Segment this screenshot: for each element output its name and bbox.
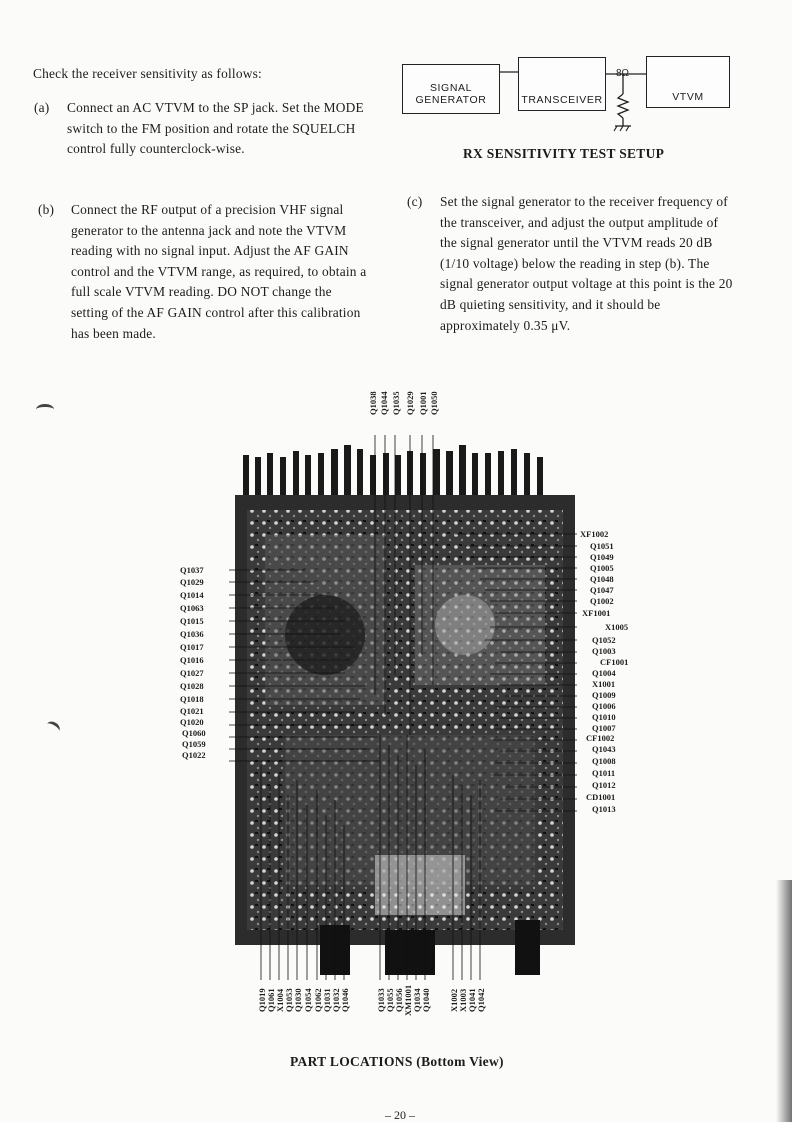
part-label-bottom: Q1055 bbox=[385, 988, 395, 1012]
part-label-top: Q1001 bbox=[418, 391, 428, 415]
part-label-right: Q1008 bbox=[592, 756, 616, 766]
part-label-right: X1001 bbox=[592, 679, 616, 689]
part-label-bottom: Q1062 bbox=[313, 988, 323, 1012]
part-label-left: Q1063 bbox=[180, 603, 204, 613]
part-label-right: X1005 bbox=[605, 622, 629, 632]
pcb-photo-art bbox=[225, 435, 580, 980]
setup-caption: RX SENSITIVITY TEST SETUP bbox=[463, 146, 665, 161]
part-label-right: Q1003 bbox=[592, 646, 616, 656]
part-label-right: Q1043 bbox=[592, 744, 616, 754]
part-label-right: Q1004 bbox=[592, 668, 616, 678]
part-label-left: Q1021 bbox=[180, 706, 204, 716]
part-label-left: Q1020 bbox=[180, 717, 204, 727]
transceiver-box: TRANSCEIVER bbox=[518, 57, 606, 111]
part-label-bottom: X1003 bbox=[458, 988, 468, 1012]
part-label-left: Q1027 bbox=[180, 668, 204, 678]
part-label-top: Q1050 bbox=[429, 391, 439, 415]
step-b-text: Connect the RF output of a precision VHF signal generator to the antenna jack and note the VTVM reading with no signal input. Adjust the AF GAIN control and the VTVM range, as required, to obtain a full scale VTVM reading. DO NOT change the setting of the AF GAIN control after this calibration has been made. bbox=[71, 202, 367, 341]
load-resistor-label: 8Ω bbox=[616, 68, 630, 79]
part-label-bottom: XM1001 bbox=[403, 984, 413, 1016]
margin-mark-2 bbox=[44, 719, 62, 736]
scan-edge-shadow bbox=[776, 880, 792, 1122]
part-label-bottom: Q1042 bbox=[476, 988, 486, 1012]
step-b bbox=[38, 200, 372, 344]
part-label-right: Q1047 bbox=[590, 585, 614, 595]
part-label-bottom: Q1030 bbox=[293, 988, 303, 1012]
signal-generator-box: SIGNAL GENERATOR bbox=[402, 64, 500, 114]
step-c-label: (c) bbox=[407, 194, 423, 209]
rx-setup-diagram bbox=[398, 52, 738, 142]
part-label-bottom: Q1053 bbox=[284, 988, 294, 1012]
part-label-bottom: Q1041 bbox=[467, 988, 477, 1012]
part-label-right: Q1051 bbox=[590, 541, 614, 551]
part-label-left: Q1022 bbox=[182, 750, 206, 760]
part-label-bottom: Q1032 bbox=[331, 988, 341, 1012]
part-locations-caption: PART LOCATIONS (Bottom View) bbox=[290, 1054, 504, 1069]
step-a bbox=[34, 98, 369, 160]
part-label-bottom: Q1056 bbox=[394, 988, 404, 1012]
part-label-right: CF1002 bbox=[586, 733, 615, 743]
part-label-right: Q1048 bbox=[590, 574, 614, 584]
margin-mark-1 bbox=[36, 404, 54, 415]
part-label-top: Q1029 bbox=[405, 391, 415, 415]
part-label-right: Q1006 bbox=[592, 701, 616, 711]
part-label-bottom: X1002 bbox=[449, 988, 459, 1012]
page-number: – 20 – bbox=[385, 1108, 415, 1122]
pcb-photo bbox=[225, 435, 580, 980]
step-b-label: (b) bbox=[38, 202, 55, 217]
part-label-left: Q1015 bbox=[180, 616, 204, 626]
part-label-left: Q1060 bbox=[182, 728, 206, 738]
part-label-top: Q1044 bbox=[379, 391, 389, 415]
part-label-bottom: X1004 bbox=[275, 988, 285, 1012]
part-label-bottom: Q1061 bbox=[266, 988, 276, 1012]
part-label-right: Q1012 bbox=[592, 780, 616, 790]
part-label-right: Q1010 bbox=[592, 712, 616, 722]
part-label-right: Q1005 bbox=[590, 563, 614, 573]
part-label-right: XF1001 bbox=[582, 608, 611, 618]
part-label-top: Q1035 bbox=[391, 391, 401, 415]
part-label-right: XF1002 bbox=[580, 529, 609, 539]
step-a-text: Connect an AC VTVM to the SP jack. Set the MODE switch to the FM position and rotate the SQUELCH control fully counterclock-wise. bbox=[67, 100, 364, 157]
intro-text: Check the receiver sensitivity as follows: bbox=[33, 66, 262, 81]
part-label-right: CD1001 bbox=[586, 792, 616, 802]
part-label-bottom: Q1034 bbox=[412, 988, 422, 1012]
part-label-right: Q1013 bbox=[592, 804, 616, 814]
part-label-right: Q1011 bbox=[592, 768, 616, 778]
step-c bbox=[407, 192, 735, 336]
part-label-right: Q1052 bbox=[592, 635, 616, 645]
part-label-bottom: Q1019 bbox=[257, 988, 267, 1012]
part-label-bottom: Q1033 bbox=[376, 988, 386, 1012]
part-label-left: Q1014 bbox=[180, 590, 204, 600]
step-c-text: Set the signal generator to the receiver frequency of the transceiver, and adjust the output amplitude of the signal generator until the VTVM reads 20 dB (1/10 voltage) below the reading in step (b). The signal generator output voltage at this point is the 20 dB quieting sensitivity, and it should be approximately 0.35 μV. bbox=[440, 194, 733, 333]
part-label-right: Q1049 bbox=[590, 552, 614, 562]
vtvm-box: VTVM bbox=[646, 56, 730, 108]
part-label-left: Q1036 bbox=[180, 629, 204, 639]
part-label-left: Q1018 bbox=[180, 694, 204, 704]
part-label-top: Q1038 bbox=[368, 391, 378, 415]
part-label-bottom: Q1040 bbox=[421, 988, 431, 1012]
part-label-left: Q1037 bbox=[180, 565, 204, 575]
part-label-right: CF1001 bbox=[600, 657, 629, 667]
step-a-label: (a) bbox=[34, 100, 50, 115]
part-label-bottom: Q1054 bbox=[303, 988, 313, 1012]
part-label-left: Q1059 bbox=[182, 739, 206, 749]
part-label-right: Q1007 bbox=[592, 723, 616, 733]
part-label-bottom: Q1046 bbox=[340, 988, 350, 1012]
part-label-bottom: Q1031 bbox=[322, 988, 332, 1012]
part-label-left: Q1029 bbox=[180, 577, 204, 587]
part-label-right: Q1009 bbox=[592, 690, 616, 700]
part-label-left: Q1016 bbox=[180, 655, 204, 665]
part-label-right: Q1002 bbox=[590, 596, 614, 606]
part-label-left: Q1028 bbox=[180, 681, 204, 691]
part-label-left: Q1017 bbox=[180, 642, 204, 652]
